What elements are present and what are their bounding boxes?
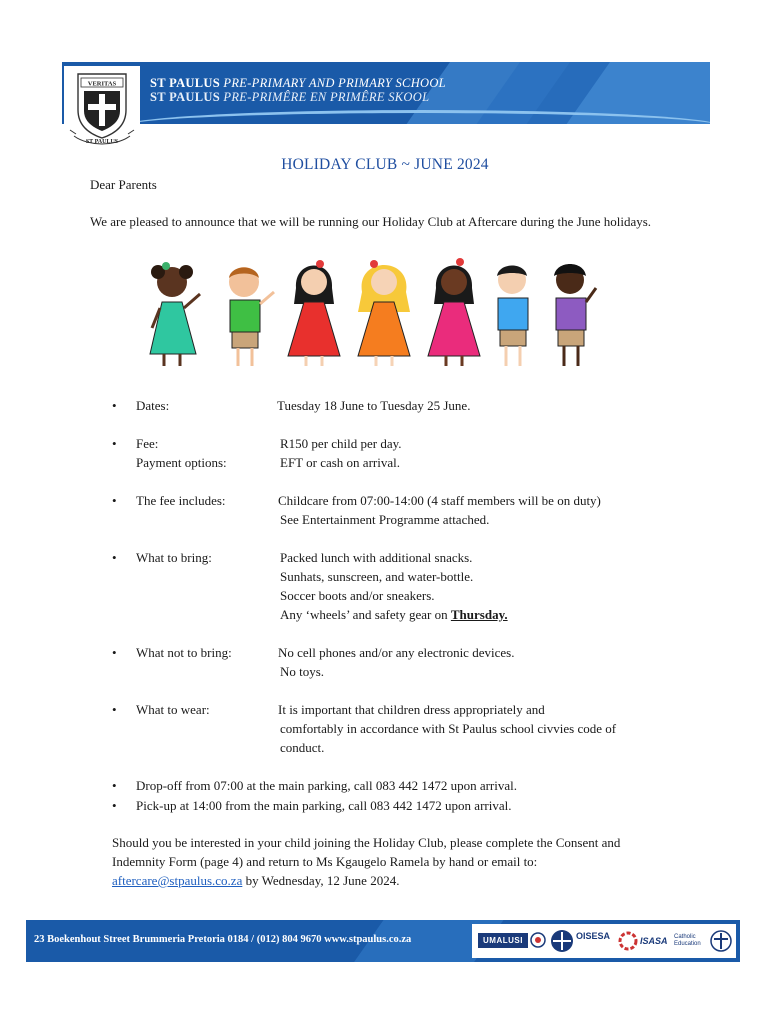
includes-line1: Childcare from 07:00-14:00 (4 staff members will be on duty): [278, 493, 601, 508]
umalusi-logo: UMALUSI: [478, 933, 528, 948]
wear-line2: comfortably in accordance with St Paulus school civvies code of: [280, 721, 617, 736]
notbring-line1: No cell phones and/or any electronic devices.: [278, 645, 515, 660]
notbring-label: What not to bring:: [136, 645, 232, 660]
wear-line3: conduct.: [280, 740, 325, 755]
bring-label: What to bring:: [136, 550, 212, 565]
accreditation-logos: [472, 924, 736, 958]
bring-line4: Any ‘wheels’ and safety gear on Thursday.: [280, 607, 508, 622]
footer-banner: [26, 920, 740, 962]
payment-value: EFT or cash on arrival.: [280, 455, 400, 470]
dates-label: Dates:: [136, 398, 170, 413]
thursday-emphasis: Thursday.: [450, 607, 508, 622]
closing-paragraph: Should you be interested in your child joining the Holiday Club, please complete the Consent and Indemnity Form (page 4) and return to Ms Kgaugelo Ramela by hand or email to: aftercare@stpaulus.co.za by Wednesday, 12 June 2024.: [112, 835, 621, 888]
dates-value: Tuesday 18 June to Tuesday 25 June.: [277, 398, 471, 413]
fee-label: Fee:: [136, 436, 159, 451]
payment-label: Payment options:: [136, 455, 227, 470]
bring-line2: Sunhats, sunscreen, and water-bottle.: [280, 569, 474, 584]
footer-address: 23 Boekenhout Street Brummeria Pretoria 0184 / (012) 804 9670 www.stpaulus.co.za: [34, 934, 412, 945]
school-crest-logo: [64, 66, 140, 152]
notbring-line2: No toys.: [280, 664, 325, 679]
includes-line2: See Entertainment Programme attached.: [280, 512, 490, 527]
wear-line1: It is important that children dress appropriately and: [278, 702, 545, 717]
bring-line3: Soccer boots and/or sneakers.: [280, 588, 435, 603]
wear-label: What to wear:: [136, 702, 210, 717]
greeting: Dear Parents: [90, 177, 157, 192]
isasa-logo: ISASA: [640, 936, 668, 946]
page-title: HOLIDAY CLUB ~ JUNE 2024: [281, 156, 489, 173]
svg-text:VERITAS: VERITAS: [87, 80, 117, 88]
seal-icon: [530, 932, 546, 948]
isasa-emblem-icon: [618, 931, 638, 951]
fee-value: R150 per child per day.: [280, 436, 402, 451]
oisesa-emblem-icon: [550, 929, 574, 953]
children-illustration: [140, 252, 600, 370]
school-name-afrikaans: ST PAULUS PRE-PRIMÊRE EN PRIMÊRE SKOOL: [150, 90, 430, 104]
catholic-emblem-icon: [710, 930, 732, 952]
includes-label: The fee includes:: [136, 493, 226, 508]
bring-line1: Packed lunch with additional snacks.: [280, 550, 473, 565]
catholic-education-logo: Catholic Education: [674, 934, 701, 947]
svg-text:ST PAULUS: ST PAULUS: [85, 139, 119, 145]
email-link[interactable]: aftercare@stpaulus.co.za: [112, 873, 243, 888]
intro-paragraph: We are pleased to announce that we will be running our Holiday Club at Aftercare during the June holidays.: [90, 214, 652, 229]
oisesa-logo: OISESA: [576, 931, 611, 941]
school-name-english: ST PAULUS PRE-PRIMARY AND PRIMARY SCHOOL: [150, 76, 446, 90]
